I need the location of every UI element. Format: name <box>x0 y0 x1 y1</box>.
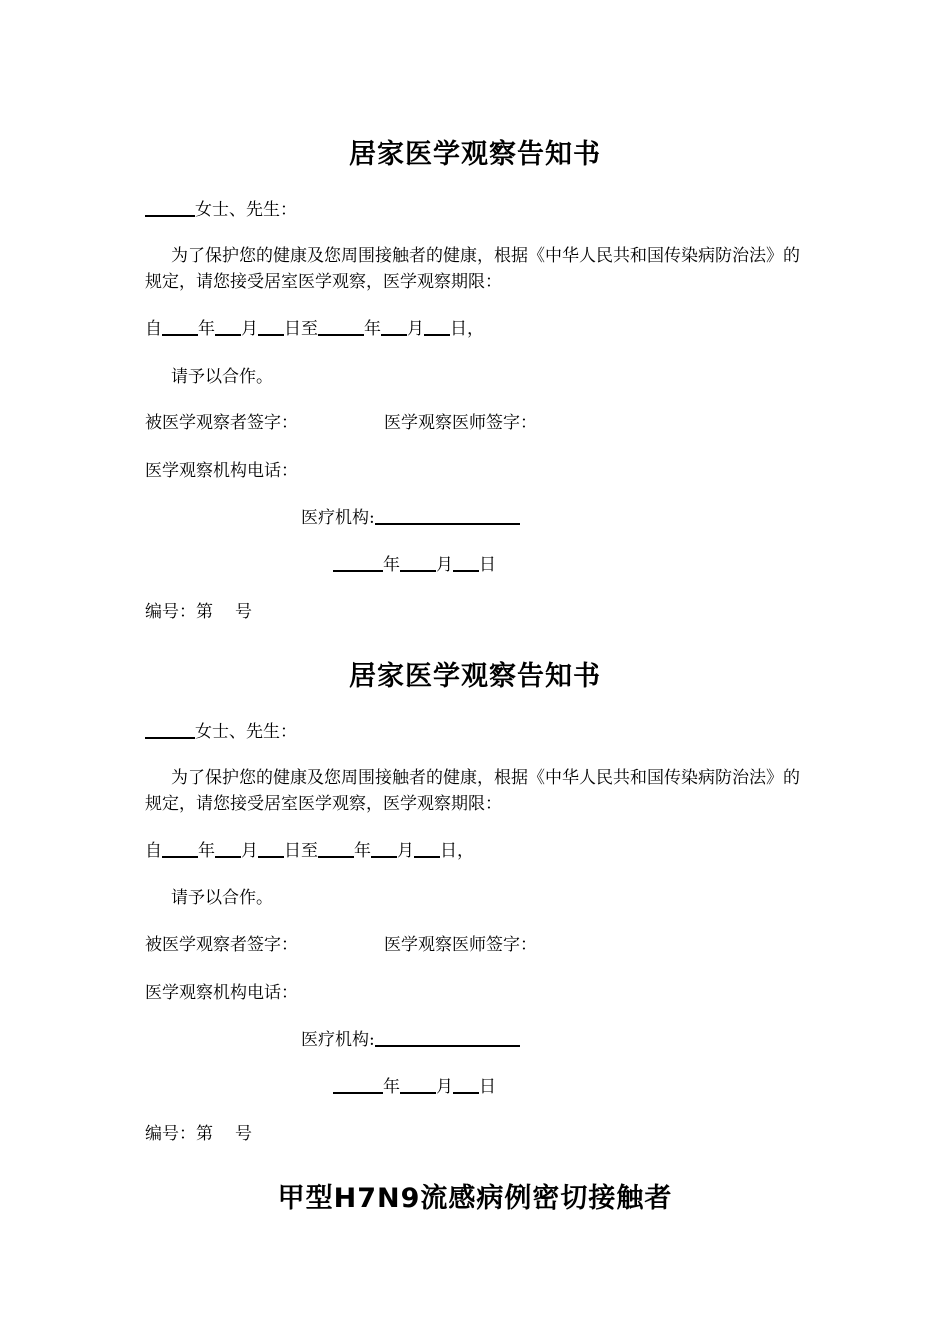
salutation: 女士、先生： <box>145 719 297 745</box>
sign-month-blank[interactable] <box>400 552 436 572</box>
sign-month-blank[interactable] <box>400 1074 436 1094</box>
sign-date: 年 月 日 <box>333 552 496 578</box>
sign-year-blank[interactable] <box>333 552 383 572</box>
end-day-blank[interactable] <box>414 838 440 858</box>
notice-paragraph: 为了保护您的健康及您周围接触者的健康，根据《中华人民共和国传染病防治法》的规定，请您接受居室医学观察，医学观察期限： <box>145 768 800 814</box>
start-month-blank[interactable] <box>215 838 241 858</box>
institution-blank[interactable] <box>375 1027 520 1047</box>
end-day-blank[interactable] <box>424 316 450 336</box>
section-heading: 甲型H7N9流感病例密切接触者 <box>277 1183 673 1214</box>
serial-number: 编号：第 号 <box>145 602 252 622</box>
notice-title: 居家医学观察告知书 <box>349 661 601 692</box>
observed-signature-label: 被医学观察者签字： <box>145 935 298 955</box>
end-month-blank[interactable] <box>381 316 407 336</box>
sign-year-blank[interactable] <box>333 1074 383 1094</box>
salutation: 女士、先生： <box>145 197 297 223</box>
institution-blank[interactable] <box>375 505 520 525</box>
sign-date: 年 月 日 <box>333 1074 496 1100</box>
name-blank[interactable] <box>145 197 195 217</box>
cooperate-text: 请予以合作。 <box>171 888 273 908</box>
notice-title: 居家医学观察告知书 <box>349 139 601 170</box>
observation-period: 自 年 月 日至 年 月 日， <box>145 316 484 342</box>
signature-line <box>145 932 537 958</box>
end-year-blank[interactable] <box>318 316 364 336</box>
institution-phone-label: 医学观察机构电话： <box>145 983 298 1003</box>
start-year-blank[interactable] <box>162 316 198 336</box>
start-day-blank[interactable] <box>258 316 284 336</box>
signature-line <box>145 410 537 436</box>
sign-day-blank[interactable] <box>453 552 479 572</box>
name-blank[interactable] <box>145 719 195 739</box>
institution-line: 医疗机构: <box>301 1027 520 1053</box>
institution-phone-label: 医学观察机构电话： <box>145 461 298 481</box>
cooperate-text: 请予以合作。 <box>171 367 273 387</box>
notice-paragraph: 为了保护您的健康及您周围接触者的健康，根据《中华人民共和国传染病防治法》的规定，请您接受居室医学观察，医学观察期限： <box>145 246 800 292</box>
institution-line: 医疗机构: <box>301 505 520 531</box>
start-month-blank[interactable] <box>215 316 241 336</box>
observation-period: 自 年 月 日至 年 月 日， <box>145 838 474 864</box>
doctor-signature-label: 医学观察医师签字： <box>384 413 537 433</box>
start-day-blank[interactable] <box>258 838 284 858</box>
sign-day-blank[interactable] <box>453 1074 479 1094</box>
end-month-blank[interactable] <box>371 838 397 858</box>
observed-signature-label: 被医学观察者签字： <box>145 413 298 433</box>
end-year-blank[interactable] <box>318 838 354 858</box>
serial-number: 编号：第 号 <box>145 1124 252 1144</box>
start-year-blank[interactable] <box>162 838 198 858</box>
doctor-signature-label: 医学观察医师签字： <box>384 935 537 955</box>
